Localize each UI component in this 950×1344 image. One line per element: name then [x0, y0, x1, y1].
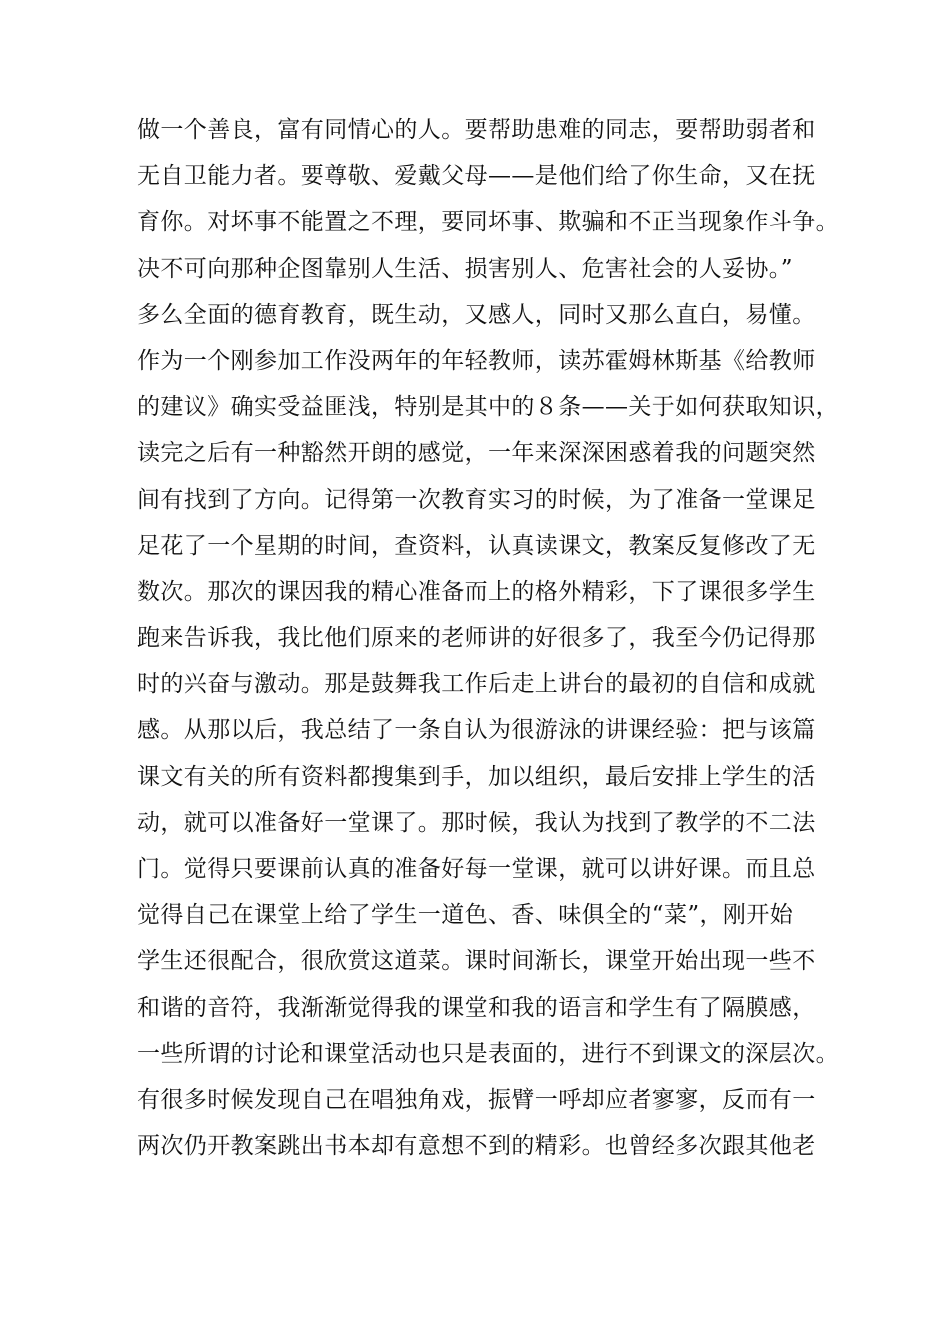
- text-line: 有很多时候发现自己在唱独角戏，振臂一呼却应者寥寥，反而有一: [137, 1086, 816, 1113]
- text-line: 作为一个刚参加工作没两年的年轻教师，读苏霍姆林斯基《给教师: [137, 347, 816, 374]
- text-line: 门。觉得只要课前认真的准备好每一堂课，就可以讲好课。而且总: [137, 856, 816, 882]
- text-line: 间有找到了方向。记得第一次教育实习的时候，为了准备一堂课足: [137, 486, 816, 513]
- text-line: 多么全面的德育教育，既生动，又感人，同时又那么直白，易懂。: [137, 301, 816, 328]
- text-line: 足花了一个星期的时间，查资料，认真读课文，教案反复修改了无: [137, 532, 816, 559]
- text-line: 学生还很配合，很欣赏这道菜。课时间渐长，课堂开始出现一些不: [137, 948, 816, 975]
- body-text: [137, 107, 839, 1169]
- text-line: 育你。对坏事不能置之不理，要同坏事、欺骗和不正当现象作斗争。: [137, 209, 839, 236]
- text-line: 的建议》确实受益匪浅，特别是其中的８条——关于如何获取知识，: [137, 394, 839, 421]
- text-line: 一些所谓的讨论和课堂活动也只是表面的，进行不到课文的深层次。: [137, 1040, 839, 1067]
- text-line: 数次。那次的课因我的精心准备而上的格外精彩，下了课很多学生: [137, 578, 816, 605]
- text-line: 感。从那以后，我总结了一条自认为很游泳的讲课经验：把与该篇: [137, 717, 816, 744]
- text-line: 和谐的音符，我渐渐觉得我的课堂和我的语言和学生有了隔膜感，: [137, 994, 816, 1021]
- text-line: 跑来告诉我，我比他们原来的老师讲的好很多了，我至今仍记得那: [137, 625, 816, 652]
- text-line: 时的兴奋与激动。那是鼓舞我工作后走上讲台的最初的自信和成就: [137, 671, 816, 698]
- text-line: 读完之后有一种豁然开朗的感觉，一年来深深困惑着我的问题突然: [137, 440, 816, 467]
- text-line: 觉得自己在课堂上给了学生一道色、香、味俱全的“菜”，刚开始: [137, 902, 794, 929]
- text-line: 动，就可以准备好一堂课了。那时候，我认为找到了教学的不二法: [137, 809, 816, 836]
- text-line: 无自卫能力者。要尊敬、爱戴父母——是他们给了你生命，又在抚: [137, 163, 816, 190]
- text-line: 决不可向那种企图靠别人生活、损害别人、危害社会的人妥协。”: [137, 255, 793, 282]
- text-line: 做一个善良，富有同情心的人。要帮助患难的同志，要帮助弱者和: [137, 117, 816, 143]
- text-line: 课文有关的所有资料都搜集到手，加以组织，最后安排上学生的活: [137, 763, 816, 790]
- text-line: 两次仍开教案跳出书本却有意想不到的精彩。也曾经多次跟其他老: [137, 1133, 816, 1160]
